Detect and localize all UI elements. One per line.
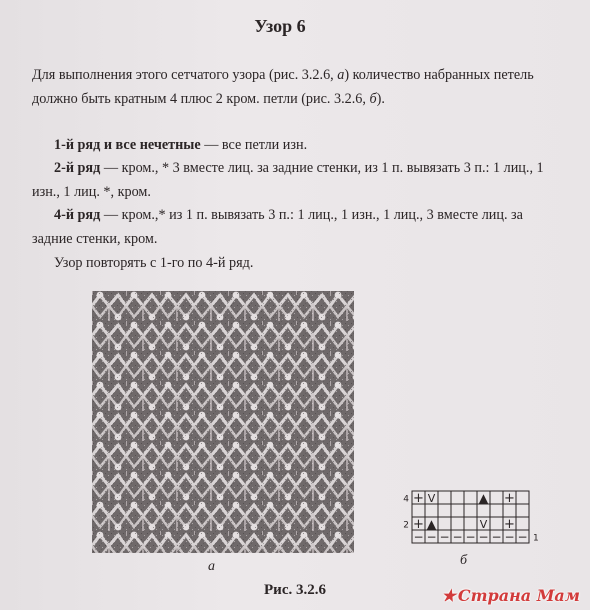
repeat-note: Узор повторять с 1-го по 4-й ряд. [54,255,254,271]
row-1-instruction [32,134,562,158]
chart-vee-symbol: V [427,492,436,505]
row-4-label: 4-й ряд [54,207,101,223]
chart-cell [490,517,503,530]
row-4-instruction [32,204,562,251]
chart-cell [477,504,490,517]
chart-cell [438,504,451,517]
chart-cell [464,491,477,504]
row-2-text: — кром., * 3 вместе лиц. за задние стенки, из 1 п. вывязать 3 п.: 1 лиц., 1 изн., 1 лиц. *, кром. [32,160,544,200]
chart-dash-symbol: − [452,530,463,544]
chart-plus-symbol: + [504,491,515,506]
chart-cell [464,504,477,517]
site-watermark [442,586,580,605]
knitting-chart-grid [400,489,539,549]
chart-dash-symbol: − [439,530,450,544]
chart-cell [438,517,451,530]
chart-cell [516,517,529,530]
chart-dash-symbol: − [504,530,515,544]
chart-row-number-2: 2 [403,520,409,531]
chart-cell [490,491,503,504]
chart-triangle-symbol: ▲ [478,491,489,505]
chart-dash-symbol: − [426,530,437,544]
pattern-title: Узор 6 [254,16,306,36]
chart-plus-symbol: + [504,517,515,532]
intro-text-1: Для выполнения этого сетчатого узора (рис. 3.2.6, [32,67,338,83]
chart-dash-symbol: − [413,530,424,544]
lace-mesh-image [92,291,354,553]
chart-cell [451,504,464,517]
chart-plus-symbol: + [413,517,424,532]
chart-cell [464,517,477,530]
chart-dash-symbol: − [465,530,476,544]
intro-paragraph [32,64,562,111]
chart-dash-symbol: − [491,530,502,544]
figure-label-a: а [208,559,215,574]
chart-cell [425,504,438,517]
watermark-star-icon: ★ [441,586,456,605]
chart-dash-symbol: − [478,530,489,544]
row-1-label: 1-й ряд и все нечетные [54,137,201,153]
chart-plus-symbol: + [413,491,424,506]
chart-cell [516,491,529,504]
intro-text-2: ) количество набранных петель должно быть кратным 4 плюс 2 кром. петли (рис. 3.2.6, [32,67,534,107]
chart-row-number-4: 4 [403,494,409,505]
chart-cell [516,504,529,517]
chart-cell [490,504,503,517]
row-1-text: — все петли изн. [200,137,308,153]
chart-vee-symbol: V [479,518,488,531]
chart-cell [451,517,464,530]
chart-cell [451,491,464,504]
watermark-text: Страна Мам [457,586,580,605]
row-4-text: — кром.,* из 1 п. вывязать 3 п.: 1 лиц., 1 изн., 1 лиц., 3 вместе лиц. за задние стенки, кром. [32,207,523,247]
chart-dash-symbol: − [517,530,528,544]
knitted-sample-photo [92,291,354,553]
row-2-label: 2-й ряд [54,160,101,176]
chart-triangle-symbol: ▲ [426,517,437,531]
knitting-chart [400,489,539,549]
figure-caption: Рис. 3.2.6 [264,582,326,598]
intro-text-3: ). [376,90,385,107]
figure-label-b: б [460,553,468,568]
row-2-instruction [32,157,562,204]
chart-cell [438,491,451,504]
chart-row-number-1: 1 [533,533,539,544]
intro-ref-a: а [337,67,345,83]
intro-ref-b: б [369,90,377,107]
